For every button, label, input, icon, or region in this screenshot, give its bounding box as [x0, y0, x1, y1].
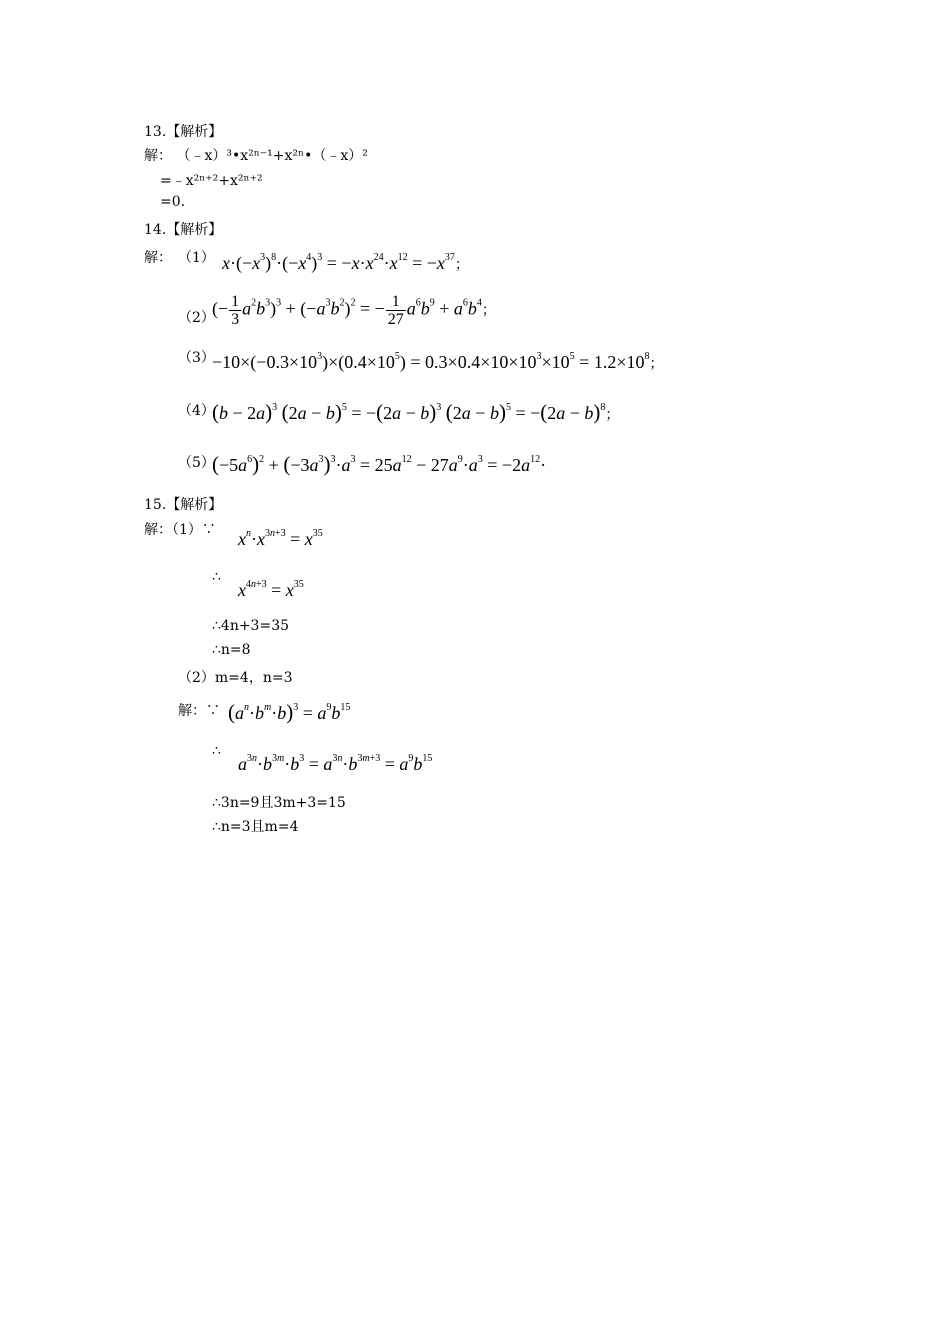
q14-item3-expr: $-10\times(-0.3\times 10^3)\times(0.4\times 10^5) = 0.3\times 0.4\times 10\times 10^3\times 10^5 = 1.2\times 10^8$； [212, 351, 664, 372]
q14-item4-label: （4） [178, 403, 215, 419]
q14-item2-expr: (− $\frac{1}{3}$ $a^2b^3)^3 + (-a^3b^2)^2$ = − $\frac{1}{27}$ $a^6b^9 + a^6b^4$； [212, 293, 496, 328]
q15-part1-prefix: 解：（1）∵ [144, 522, 216, 538]
q14-item5-label: （5） [178, 455, 215, 471]
fraction-one-twentyseventh: $\frac{1}{27}$ [387, 293, 404, 328]
q15-part1-step2: $x^{4n+3} = x^{35}$ [238, 579, 304, 600]
fraction-one-third: $\frac{1}{3}$ [231, 293, 240, 328]
q15-part2-step3: ∴3n=9且3m+3=15 [212, 795, 346, 811]
q14-item4-expr: $(b - 2a)^3$ $(2a - b)^5 = -(2a - b)^3$ $(2a - b)^5 = -(2a - b)^8$； [212, 400, 620, 424]
q14-prefix: 解： [144, 250, 172, 266]
q13-line1-expr: （﹣x）³•x²ⁿ⁻¹+x²ⁿ•（﹣x）² [176, 148, 368, 164]
q15-part1-step4: ∴n=8 [212, 642, 251, 658]
q15-part1-step3: ∴4n+3=35 [212, 618, 290, 634]
q15-part2-step1: $(a^n\cdot b^m\cdot b)^3 = a^9b^{15}$ [228, 700, 351, 724]
q15-part2-prefix: 解：∵ [178, 703, 220, 719]
q15-part2-step4: ∴n=3且m=4 [212, 819, 299, 835]
q14-item5-expr: $(-5a^6)^2 + (-3a^3)^3\cdot a^3 = 25a^{12} - 27a^9\cdot a^3 = -2a^{12}\cdot$ [212, 452, 547, 476]
q13-line1 [144, 145, 368, 165]
q14-item1-label: （1） [178, 250, 215, 266]
q13-line2: =﹣x²ⁿ⁺²+x²ⁿ⁺² [160, 173, 263, 189]
q13-line3: =0. [160, 194, 186, 210]
q15-header: 15.【解析】 [144, 497, 223, 513]
q14-item2-label: （2） [178, 310, 215, 326]
q15-part1-therefore: ∴ [212, 569, 221, 585]
q15-part2-step2: $a^{3n}\cdot b^{3m}\cdot b^3 = a^{3n}\cdot b^{3m+3} = a^9b^{15}$ [238, 753, 433, 774]
q15-part2-therefore: ∴ [212, 743, 221, 759]
q15-part1-step1: $x^n\cdot x^{3n+3} = x^{35}$ [238, 528, 323, 549]
q13-header: 13.【解析】 [144, 124, 223, 140]
q13-line1-prefix: 解： [144, 148, 172, 164]
q14-header: 14.【解析】 [144, 222, 223, 238]
q14-item3-label: （3） [178, 350, 215, 366]
q14-item1-expr: $x\cdot(-x^3)^8\cdot(-x^4)^3 = -x\cdot x^{24}\cdot x^{12} = -x^{37}$； [222, 252, 469, 273]
q15-part2-label: （2）m=4，n=3 [178, 670, 293, 686]
